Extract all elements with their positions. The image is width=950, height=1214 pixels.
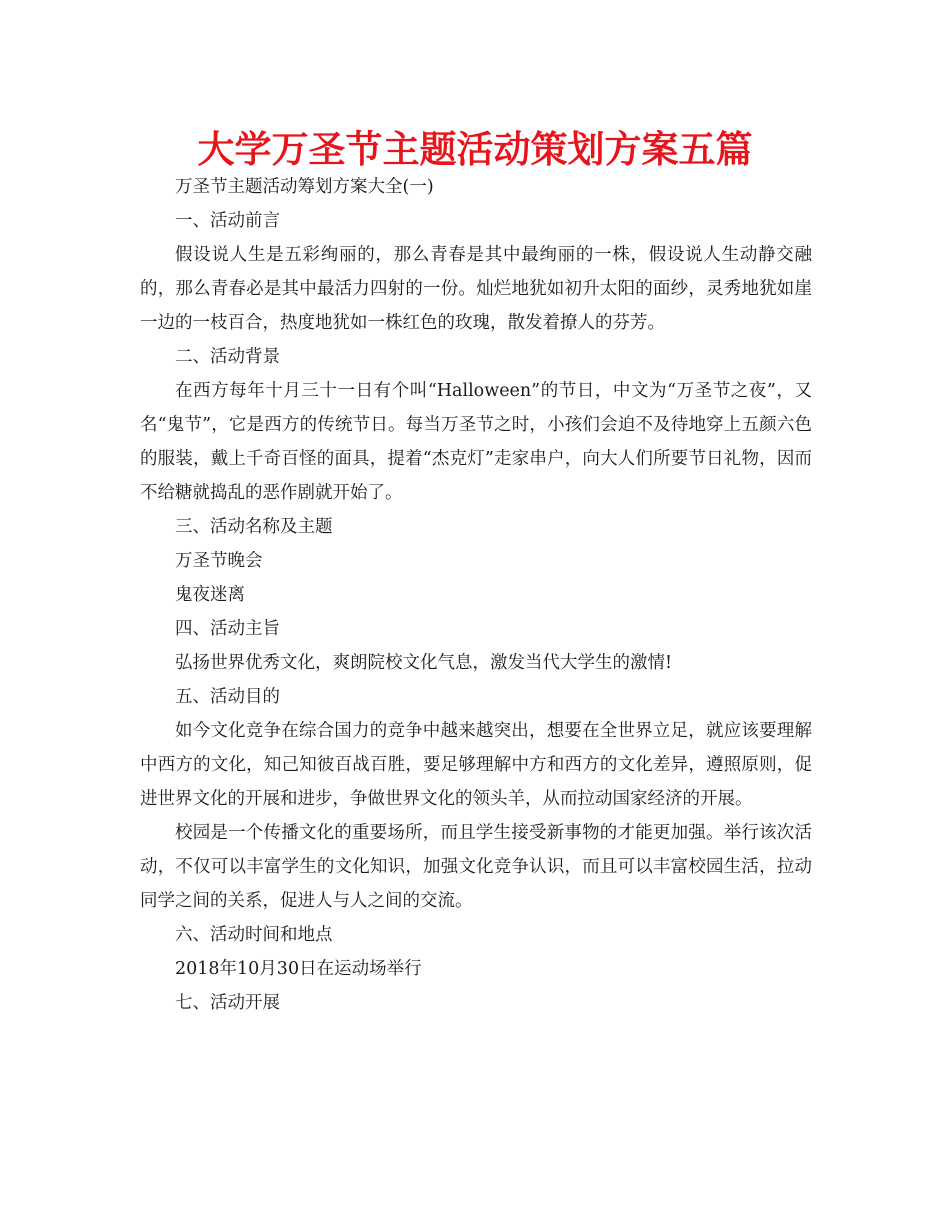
- section-heading: 四、活动主旨: [175, 619, 280, 639]
- body-paragraph: 假设说人生是五彩绚丽的，那么青春是其中最绚丽的一株，假设说人生动静交融的，那么青春必是其中最活力四射的一份。灿烂地犹如初升太阳的面纱，灵秀地犹如崖一边的一枝百合，热度地犹如一株红色的玫瑰，散发着撩人的芬芳。: [140, 245, 812, 333]
- section-heading: 六、活动时间和地点: [175, 925, 333, 945]
- document-title: 大学万圣节主题活动策划方案五篇: [197, 128, 753, 171]
- section-heading: 七、活动开展: [175, 993, 280, 1013]
- section-heading: 一、活动前言: [175, 211, 280, 231]
- body-paragraph: 如今文化竞争在综合国力的竞争中越来越突出，想要在全世界立足，就应该要理解中西方的文化，知己知彼百战百胜，要足够理解中方和西方的文化差异，遵照原则，促进世界文化的开展和进步，争做世界文化的领头羊，从而拉动国家经济的开展。: [140, 721, 812, 809]
- body-paragraph: 在西方每年十月三十一日有个叫“Halloween”的节日，中文为“万圣节之夜”，又名“鬼节”，它是西方的传统节日。每当万圣节之时，小孩们会迫不及待地穿上五颜六色的服装，戴上千奇百怪的面具，提着“杰克灯”走家串户，向大人们所要节日礼物，因而不给糖就捣乱的恶作剧就开始了。: [140, 381, 812, 503]
- section-line: 鬼夜迷离: [175, 585, 245, 605]
- body-paragraph: 弘扬世界优秀文化，爽朗院校文化气息，激发当代大学生的激情!: [175, 653, 673, 673]
- section-line: 万圣节晚会: [175, 551, 263, 571]
- section-heading: 三、活动名称及主题: [175, 517, 333, 537]
- section-heading: 万圣节主题活动筹划方案大全(一): [175, 177, 434, 197]
- section-heading: 二、活动背景: [175, 347, 280, 367]
- section-heading: 五、活动目的: [175, 687, 280, 707]
- body-paragraph: 校园是一个传播文化的重要场所，而且学生接受新事物的才能更加强。举行该次活动，不仅可以丰富学生的文化知识，加强文化竞争认识，而且可以丰富校园生活，拉动同学之间的关系，促进人与人之间的交流。: [140, 823, 812, 911]
- section-line: 2018年10月30日在运动场举行: [175, 959, 422, 979]
- document-body: [140, 170, 812, 1020]
